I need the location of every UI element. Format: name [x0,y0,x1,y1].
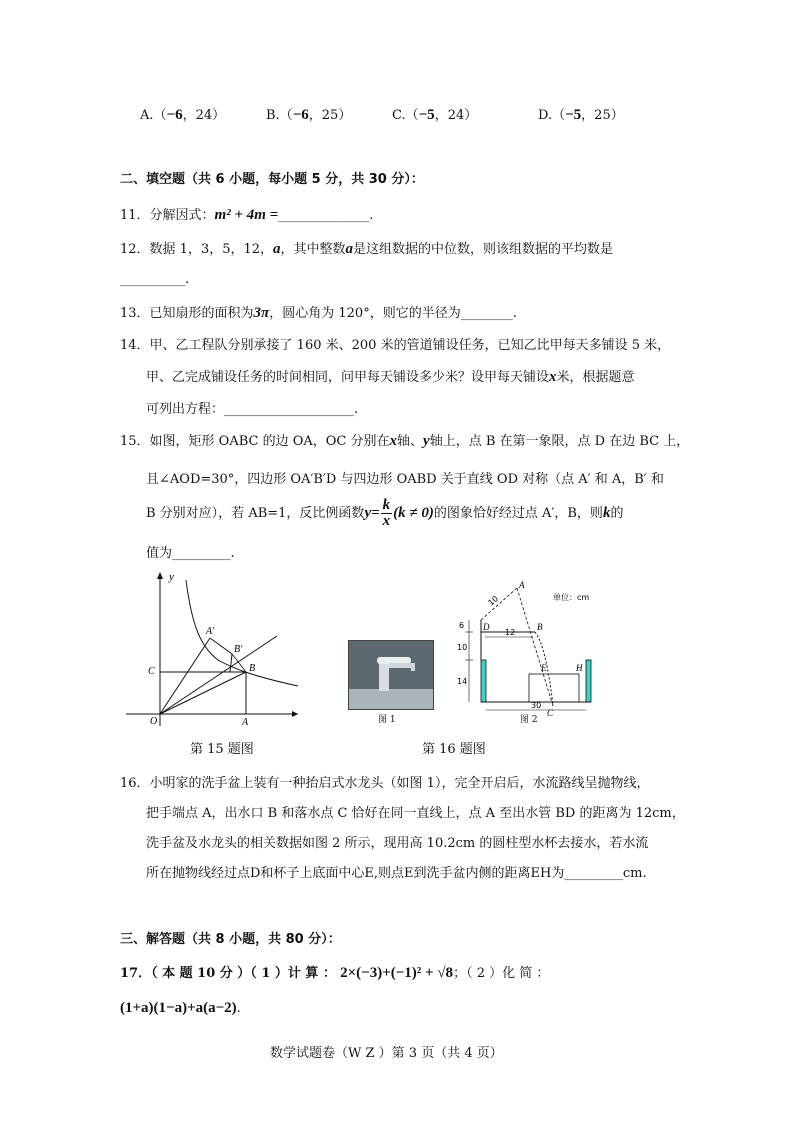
figure-16-caption: 第 16 题图 [422,742,486,757]
label-a: A [519,580,525,590]
section2-heading: 二、填空题（共 6 小题，每小题 5 分，共 30 分）： [120,172,424,187]
question-15-line1: 15．如图，矩形 OABC 的边 OA，OC 分别在x轴、y轴上，点 B 在第一象限，点 D 在边 BC 上， [120,433,690,449]
handle [481,588,517,620]
figure-16-diagram [455,580,615,720]
figure-16-diagram-caption: 图 2 [520,715,538,725]
question-13: 13．已知扇形的面积为3π，圆心角为 120°，则它的半径为________. [120,305,517,321]
segment-a-prime-b-prime [210,638,232,654]
dim-10-mid: 10 [457,643,468,652]
dim-12: 12 [505,628,516,637]
label-c: C [547,708,554,718]
faucet-icon [349,641,433,709]
dim-6: 6 [459,621,465,630]
label-a: A [242,717,249,728]
question-16-line1: 16．小明家的洗手盆上装有一种抬启式水龙头（如图 1），完全开启后，水流路线呈抛物线， [120,776,650,791]
label-o: O [150,716,158,727]
question-15-line2: 且∠AOD=30°，四边形 OA′B′D 与四边形 OABD 关于直线 OD 对称（点 A′ 和 A，B′ 和 [146,472,664,487]
figure-16-photo-caption: 图 1 [378,715,396,725]
label-d: D [483,622,490,632]
hyperbola-curve [186,580,298,686]
x-axis-arrow [292,711,298,717]
line-od [160,636,277,714]
page-footer: 数学试题卷（W Z ）第 3 页（共 4 页） [270,1046,503,1061]
question-16-line4: 所在抛物线经过点D和杯子上底面中心E,则点E到洗手盆内侧的距离EH为_________cm. [146,866,647,881]
question-11: 11．分解因式：m² + 4m =______________. [120,207,374,223]
section3-heading: 三、解答题（共 8 小题，共 80 分）： [120,932,341,947]
figure-15-caption: 第 15 题图 [190,742,254,757]
y-axis-arrow [157,572,163,579]
label-c: C [148,666,155,677]
question-16-line2: 把手端点 A，出水口 B 和落水点 C 恰好在同一直线上，点 A 至出水管 BD 的距离为 12cm， [146,806,685,821]
question-17-line2: (1+a)(1−a)+a(a−2). [120,1000,241,1016]
basin-left-wall [481,660,486,702]
segment-oa-prime [160,638,210,714]
question-15-line3: B 分别对应），若 AB=1，反比例函数y= $\frac{k}{x}$ (k ≠ 0)的图象恰好经过点 A′，B，则k的 [146,497,624,529]
q10-option-d: D.（−5，25） [538,107,624,123]
label-e: E [541,663,547,673]
basin-right-wall [586,660,591,702]
question-14-line3: 可列出方程：____________________. [146,402,359,417]
line-abc [517,588,553,706]
dim-14: 14 [457,677,468,686]
question-12-line1: 12．数据 1，3，5，12，a，其中整数a是这组数据的中位数，则该组数据的平均数是 [120,241,614,257]
figure-15 [122,568,302,728]
dim-10-top: 10 [486,594,501,608]
label-a-prime: A′ [206,626,215,637]
segment-b-prime-d [230,654,232,672]
q10-option-c: C.（−5，24） [392,107,478,123]
label-h: H [576,663,583,673]
question-14-line1: 14．甲、乙工程队分别承接了 160 米、200 米的管道铺设任务，已知乙比甲每天多铺设 5 米， [120,338,671,353]
cup [529,674,579,702]
question-16-line3: 洗手盆及水龙头的相关数据如图 2 所示，现用高 10.2cm 的圆柱型水杯去接水，若水流 [146,836,649,851]
question-17-line1: 17．（ 本 题 10 分 ）（ 1 ）计 算 ： 2×(−3)+(−1)² + √8；（ 2 ）化 简 ： [120,965,550,981]
q10-option-a: A.（−6，24） [140,107,226,123]
label-b-prime: B′ [234,644,243,655]
faucet-photo [348,640,434,710]
label-y: y [169,571,174,583]
segment-ob [160,672,246,714]
label-b: B [537,622,543,632]
question-15-line4: 值为_________. [146,546,235,561]
question-14-line2: 甲、乙完成铺设任务的时间相同，问甲每天铺设多少米？设甲每天铺设x米，根据题意 [146,369,635,385]
fraction-k-over-x: $\frac{k}{x}$ [382,497,391,529]
label-unit: 单位：cm [553,593,590,602]
dim-30: 30 [531,701,542,710]
label-b: B [249,663,256,674]
q10-option-b: B.（−6，25） [266,107,352,123]
question-12-line2: __________. [120,272,190,287]
